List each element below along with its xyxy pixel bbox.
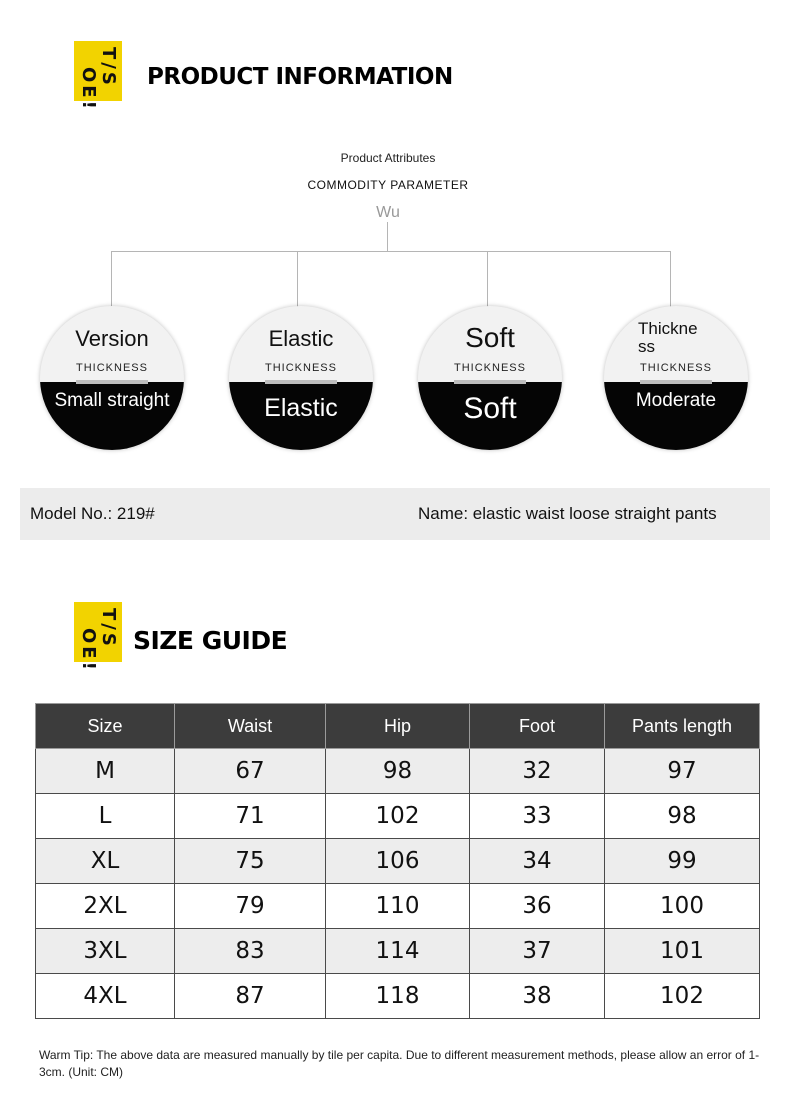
- table-row: [36, 794, 760, 839]
- logo-line-1: T/S: [98, 47, 119, 88]
- table-cell: 100: [605, 884, 760, 929]
- table-row: [36, 839, 760, 884]
- column-header-hip: Hip: [326, 704, 470, 749]
- attribute-label: [604, 320, 748, 356]
- brand-logo: [74, 602, 122, 673]
- attribute-divider: [76, 380, 148, 384]
- logo-line-2: OE!: [78, 628, 99, 673]
- attribute-thickness: [604, 306, 748, 450]
- attribute-label: Version: [75, 326, 149, 351]
- commodity-parameter-label: COMMODITY PARAMETER: [307, 178, 469, 192]
- attribute-label-line-2: ss: [638, 337, 655, 356]
- table-cell: 79: [175, 884, 326, 929]
- tree-branch-line: [487, 251, 488, 308]
- table-cell: 101: [605, 929, 760, 974]
- table-cell: 102: [605, 974, 760, 1019]
- table-cell: 33: [470, 794, 605, 839]
- table-cell: 75: [175, 839, 326, 884]
- column-header-waist: Waist: [175, 704, 326, 749]
- attribute-label-line-1: Thickne: [638, 319, 698, 338]
- column-header-pants-length: Pants length: [605, 704, 760, 749]
- attribute-divider: [454, 380, 526, 384]
- table-cell: XL: [36, 839, 175, 884]
- table-cell: M: [36, 749, 175, 794]
- table-cell: 118: [326, 974, 470, 1019]
- attribute-divider: [265, 380, 337, 384]
- size-table: [35, 703, 760, 1019]
- attribute-sub: THICKNESS: [640, 362, 712, 374]
- product-info-title: PRODUCT INFORMATION: [147, 64, 453, 90]
- table-cell: 87: [175, 974, 326, 1019]
- table-cell: 99: [605, 839, 760, 884]
- table-cell: 102: [326, 794, 470, 839]
- attribute-value: Moderate: [635, 390, 717, 411]
- attributes-center-label: Wu: [376, 204, 400, 221]
- attribute-sub: THICKNESS: [454, 362, 526, 374]
- table-cell: 34: [470, 839, 605, 884]
- model-number: Model No.: 219#: [30, 504, 155, 523]
- attribute-version: [40, 306, 184, 450]
- table-cell: 106: [326, 839, 470, 884]
- attribute-sub: THICKNESS: [265, 362, 337, 374]
- table-row: [36, 884, 760, 929]
- table-cell: 71: [175, 794, 326, 839]
- warm-tip: Warm Tip: The above data are measured manually by tile per capita. Due to different measurement methods, please allow an error of 1-3cm. (Unit: CM): [39, 1048, 760, 1079]
- table-cell: 67: [175, 749, 326, 794]
- table-cell: 83: [175, 929, 326, 974]
- column-header-foot: Foot: [470, 704, 605, 749]
- tree-horizontal-line: [111, 251, 671, 252]
- tree-trunk-line: [387, 222, 388, 252]
- attribute-value: Small straight: [54, 390, 170, 411]
- table-cell: L: [36, 794, 175, 839]
- column-header-size: Size: [36, 704, 175, 749]
- table-cell: 98: [326, 749, 470, 794]
- tree-branch-line: [111, 251, 112, 308]
- table-cell: 98: [605, 794, 760, 839]
- tree-branch-line: [297, 251, 298, 308]
- table-cell: 38: [470, 974, 605, 1019]
- logo-line-1: T/S: [98, 608, 119, 649]
- model-info-bar: [20, 488, 770, 540]
- attribute-label: Elastic: [268, 326, 334, 351]
- tree-branch-line: [670, 251, 671, 308]
- table-cell: 37: [470, 929, 605, 974]
- table-cell: 36: [470, 884, 605, 929]
- table-cell: 32: [470, 749, 605, 794]
- table-cell: 3XL: [36, 929, 175, 974]
- product-name: Name: elastic waist loose straight pants: [418, 504, 717, 523]
- attribute-label: Soft: [465, 322, 515, 353]
- table-row: [36, 749, 760, 794]
- size-guide-title: SIZE GUIDE: [133, 626, 288, 655]
- table-cell: 110: [326, 884, 470, 929]
- attribute-divider: [640, 380, 712, 384]
- attribute-value: Soft: [463, 392, 517, 425]
- table-cell: 114: [326, 929, 470, 974]
- brand-logo: [74, 41, 122, 112]
- attribute-soft: [418, 306, 562, 450]
- attribute-value: Elastic: [264, 394, 338, 422]
- attributes-title: Product Attributes: [340, 151, 436, 165]
- logo-line-2: OE!: [78, 67, 99, 112]
- table-header-row: [36, 704, 760, 749]
- table-cell: 2XL: [36, 884, 175, 929]
- attribute-elastic: [229, 306, 373, 450]
- table-cell: 4XL: [36, 974, 175, 1019]
- table-row: [36, 929, 760, 974]
- table-cell: 97: [605, 749, 760, 794]
- attribute-sub: THICKNESS: [76, 362, 148, 374]
- table-row: [36, 974, 760, 1019]
